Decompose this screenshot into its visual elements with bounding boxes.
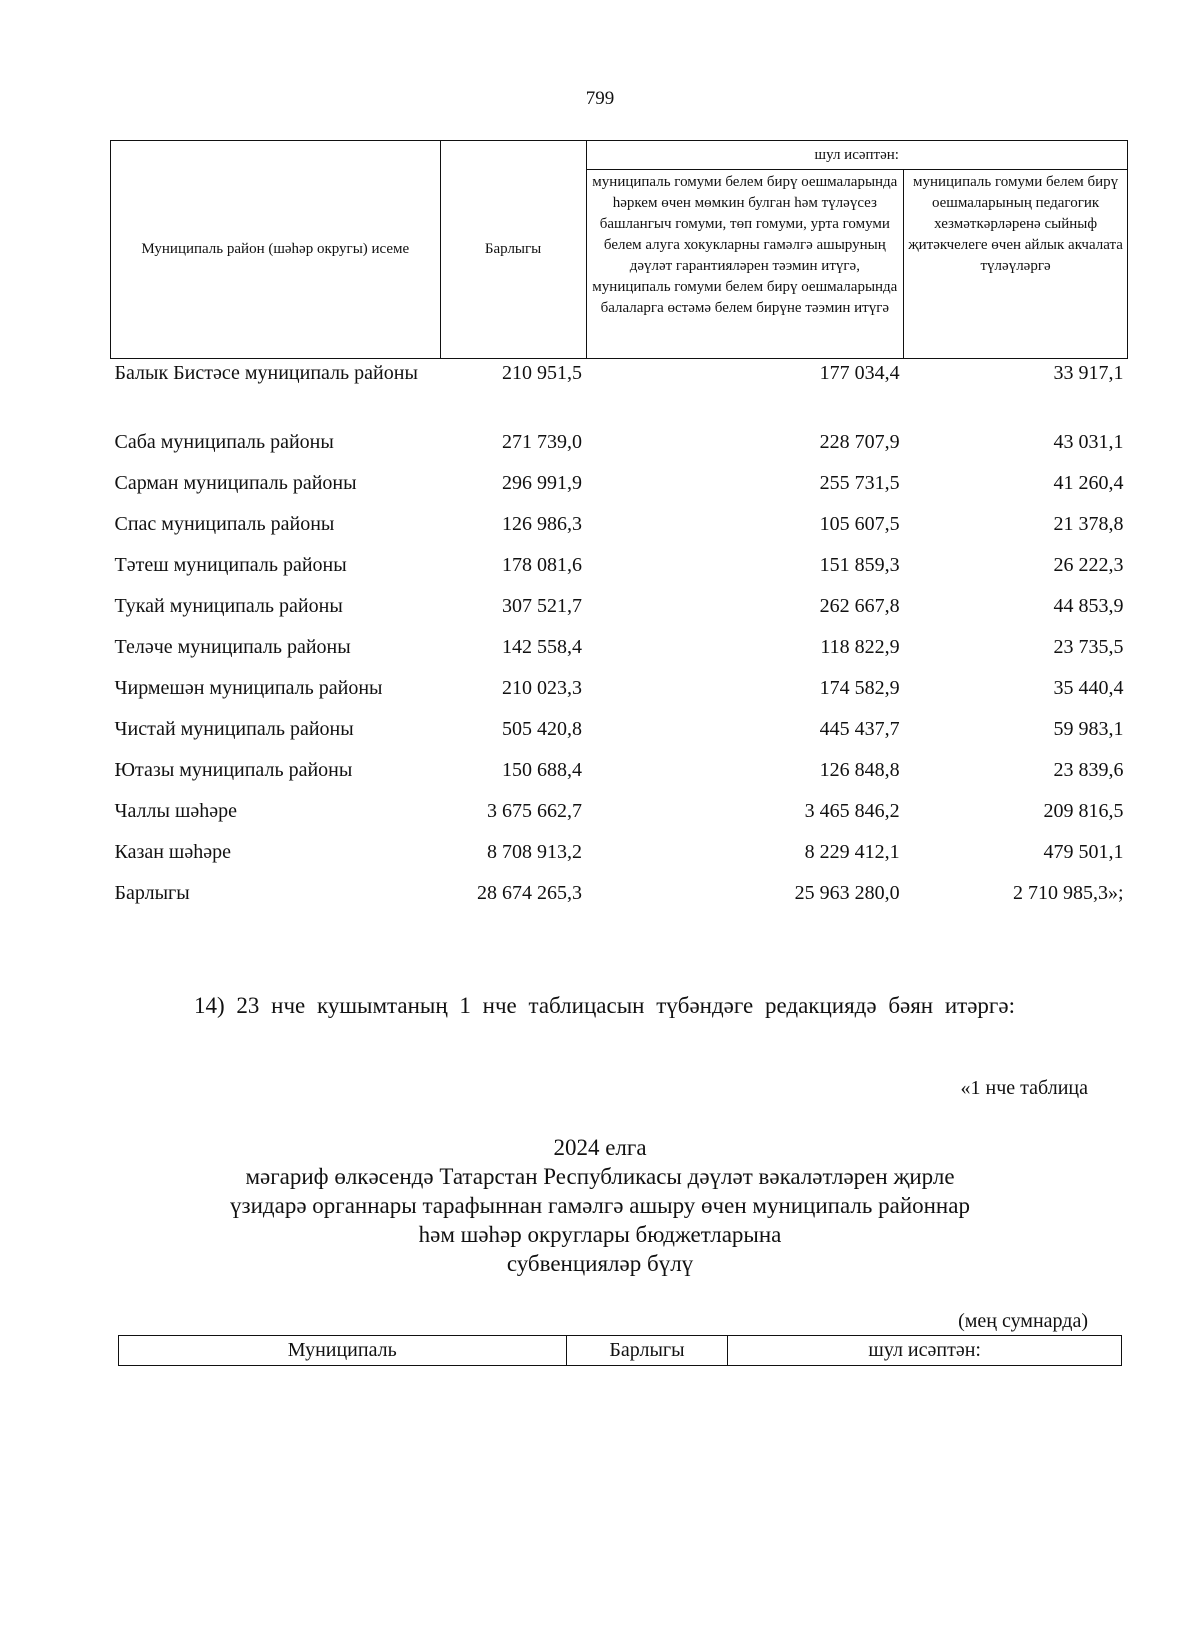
- row-class-teacher-value: 23 839,6: [1053, 759, 1124, 781]
- row-total-value: 3 675 662,7: [487, 800, 582, 822]
- row-class-teacher-value: 26 222,3: [1053, 554, 1124, 576]
- row-total-value: 296 991,9: [502, 472, 582, 494]
- page-number: 799: [585, 88, 615, 109]
- table-row: [111, 469, 1128, 510]
- row-name: Барлыгы: [114, 882, 190, 904]
- heading-line-4: һәм шәһәр округлары бюджетларына: [418, 1222, 782, 1247]
- units-note: (мең сумнарда): [958, 1310, 1088, 1332]
- row-total-value: 307 521,7: [502, 595, 582, 617]
- row-total-value: 178 081,6: [502, 554, 582, 576]
- heading-line-3: үзидарә органнары тарафыннан гамәлгә ашыру өчен муниципаль районнар: [230, 1193, 970, 1218]
- table-row: [111, 797, 1128, 838]
- row-name: Казан шәһәре: [114, 841, 231, 863]
- row-total-value: 210 023,3: [502, 677, 582, 699]
- row-education-value: 174 582,9: [819, 677, 900, 699]
- table-row: [111, 428, 1128, 469]
- row-name: Чирмешән муниципаль районы: [114, 677, 383, 699]
- table-heading: [0, 1133, 1200, 1278]
- header-total: Барлыгы: [440, 141, 586, 359]
- row-name: Чистай муниципаль районы: [114, 718, 354, 740]
- table-row: [111, 879, 1128, 939]
- heading-line-2: мәгариф өлкәсендә Татарстан Республикасы дәүләт вәкаләтләрен җирле: [245, 1164, 955, 1189]
- table-row: [111, 715, 1128, 756]
- header-col-education-guarantees: муниципаль гомуми белем бирү оешмаларында һәркем өчен мөмкин булган һәм түләүсез башлангыч гомуми, төп гомуми, урта гомуми белем алуга хокукларны гамәлгә ашыруның дәүләт гарантияләрен тәэмин итүгә, муниципаль гомуми белем бирү оешмаларында балаларга өстәмә белем бирүне тәэмин итүгә: [586, 170, 904, 359]
- table-row: [111, 633, 1128, 674]
- row-education-value: 105 607,5: [819, 513, 900, 535]
- row-total-value: 505 420,8: [502, 718, 582, 740]
- heading-line-1: 2024 елга: [553, 1135, 647, 1160]
- row-education-value: 151 859,3: [819, 554, 900, 576]
- row-class-teacher-value: 2 710 985,3»;: [1012, 882, 1124, 904]
- row-total-value: 8 708 913,2: [487, 841, 582, 863]
- row-class-teacher-value: 43 031,1: [1053, 431, 1124, 453]
- row-education-value: 8 229 412,1: [804, 841, 900, 863]
- subvention-table-new: [118, 1335, 1122, 1366]
- row-name: Теләче муниципаль районы: [114, 636, 351, 658]
- row-total-value: 150 688,4: [502, 759, 582, 781]
- row-class-teacher-value: 479 501,1: [1043, 841, 1124, 863]
- row-class-teacher-value: 41 260,4: [1053, 472, 1124, 494]
- row-name: Саба муниципаль районы: [114, 431, 334, 453]
- table-row: [111, 756, 1128, 797]
- row-education-value: 25 963 280,0: [794, 882, 900, 904]
- row-total-value: 28 674 265,3: [477, 882, 582, 904]
- row-class-teacher-value: 209 816,5: [1043, 800, 1124, 822]
- row-name: Чаллы шәһәре: [114, 800, 237, 822]
- row-class-teacher-value: 59 983,1: [1053, 718, 1124, 740]
- subvention-table-continued: [110, 140, 1128, 939]
- row-education-value: 228 707,9: [819, 431, 900, 453]
- header-name: Муниципаль район (шәһәр округы) исеме: [111, 141, 441, 359]
- row-total-value: 126 986,3: [502, 513, 582, 535]
- heading-line-5: субвенцияләр бүлү: [506, 1251, 694, 1276]
- row-class-teacher-value: 35 440,4: [1053, 677, 1124, 699]
- table-label: «1 нче таблица: [960, 1077, 1088, 1099]
- row-name: Спас муниципаль районы: [114, 513, 335, 535]
- row-education-value: 177 034,4: [819, 362, 900, 384]
- row-name: Тукай муниципаль районы: [114, 595, 343, 617]
- amendment-paragraph: 14) 23 нче кушымтаның 1 нче таблицасын түбәндәге редакциядә бәян итәргә:: [194, 993, 1015, 1018]
- row-education-value: 3 465 846,2: [804, 800, 900, 822]
- table-row: [111, 510, 1128, 551]
- row-class-teacher-value: 33 917,1: [1053, 362, 1124, 384]
- row-class-teacher-value: 44 853,9: [1053, 595, 1124, 617]
- table-row: [111, 592, 1128, 633]
- row-name: Ютазы муниципаль районы: [114, 759, 353, 781]
- bottom-header-including: шул исәптән:: [728, 1336, 1122, 1366]
- table-row: [111, 359, 1128, 429]
- row-education-value: 118 822,9: [820, 636, 900, 658]
- table-row: [111, 838, 1128, 879]
- row-name: Балык Бистәсе муниципаль районы: [114, 362, 418, 384]
- table-row: [111, 674, 1128, 715]
- row-total-value: 210 951,5: [502, 362, 582, 384]
- row-education-value: 262 667,8: [819, 595, 900, 617]
- row-class-teacher-value: 23 735,5: [1053, 636, 1124, 658]
- row-name: Сарман муниципаль районы: [114, 472, 357, 494]
- row-education-value: 255 731,5: [819, 472, 900, 494]
- row-name: Тәтеш муниципаль районы: [114, 554, 347, 576]
- row-total-value: 271 739,0: [502, 431, 582, 453]
- bottom-header-total: Барлыгы: [566, 1336, 728, 1366]
- header-including: шул исәптән:: [586, 141, 1128, 170]
- row-total-value: 142 558,4: [502, 636, 582, 658]
- row-education-value: 126 848,8: [819, 759, 900, 781]
- bottom-header-name: Муниципаль: [119, 1336, 567, 1366]
- header-col-class-teacher-payments: муниципаль гомуми белем бирү оешмаларының педагогик хезмәткәрләренә сыйныф җитәкчелеге өчен айлык акчалата түләүләргә: [904, 170, 1128, 359]
- table-row: [111, 551, 1128, 592]
- row-class-teacher-value: 21 378,8: [1053, 513, 1124, 535]
- row-education-value: 445 437,7: [819, 718, 900, 740]
